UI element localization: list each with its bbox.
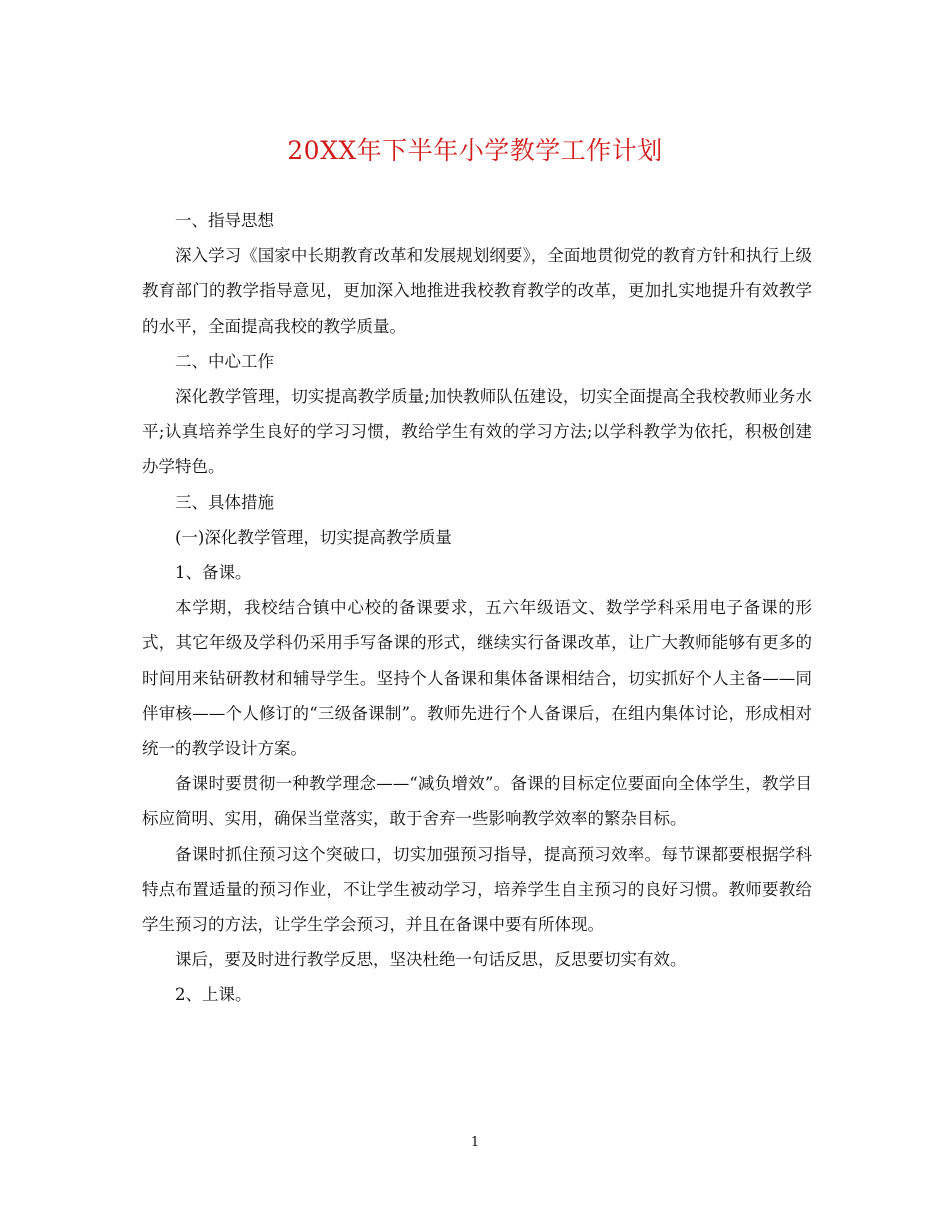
document-body <box>142 203 812 1013</box>
paragraph-central-work: 深化教学管理，切实提高教学质量;加快教师队伍建设，切实全面提高全我校教师业务水平;认真培养学生良好的学习习惯，教给学生有效的学习方法;以学科教学为依托，积极创建办学特色。 <box>142 387 812 477</box>
section-heading-specific-measures: 三、具体措施 <box>175 492 274 512</box>
paragraph-guiding-ideology: 深入学习《国家中长期教育改革和发展规划纲要》，全面地贯彻党的教育方针和执行上级教育部门的教学指导意见，更加深入地推进我校教育教学的改革，更加扎实地提升有效教学的水平，全面提高我校的教学质量。 <box>142 246 812 336</box>
page-number: 1 <box>470 1135 480 1150</box>
item-heading-classes: 2、上课。 <box>175 985 252 1005</box>
paragraph-teaching-reflection: 课后，要及时进行教学反思，坚决杜绝一句话反思，反思要切实有效。 <box>175 950 687 970</box>
document-title: 20XX年下半年小学教学工作计划 <box>287 136 663 165</box>
section-heading-central-work: 二、中心工作 <box>175 351 274 371</box>
paragraph-teaching-philosophy: 备课时要贯彻一种教学理念——“减负增效”。备课的目标定位要面向全体学生，教学目标应简明、实用，确保当堂落实，敢于舍弃一些影响教学效率的繁杂目标。 <box>142 774 812 829</box>
paragraph-preview-guidance: 备课时抓住预习这个突破口，切实加强预习指导，提高预习效率。每节课都要根据学科特点布置适量的预习作业，不让学生被动学习，培养学生自主预习的良好习惯。教师要教给学生预习的方法，让学生学会预习，并且在备课中要有所体现。 <box>142 844 812 935</box>
item-heading-lesson-preparation: 1、备课。 <box>175 563 252 583</box>
subsection-heading-teaching-management: (一)深化教学管理，切实提高教学质量 <box>175 527 452 547</box>
paragraph-lesson-preparation: 本学期，我校结合镇中心校的备课要求，五六年级语文、数学学科采用电子备课的形式，其它年级及学科仍采用手写备课的形式，继续实行备课改革，让广大教师能够有更多的时间用来钻研教材和辅导学生。坚持个人备课和集体备课相结合，切实抓好个人主备——同伴审核——个人修订的“三级备课制”。教师先进行个人备课后，在组内集体讨论，形成相对统一的教学设计方案。 <box>142 598 812 759</box>
section-heading-guiding-ideology: 一、指导思想 <box>175 211 274 230</box>
